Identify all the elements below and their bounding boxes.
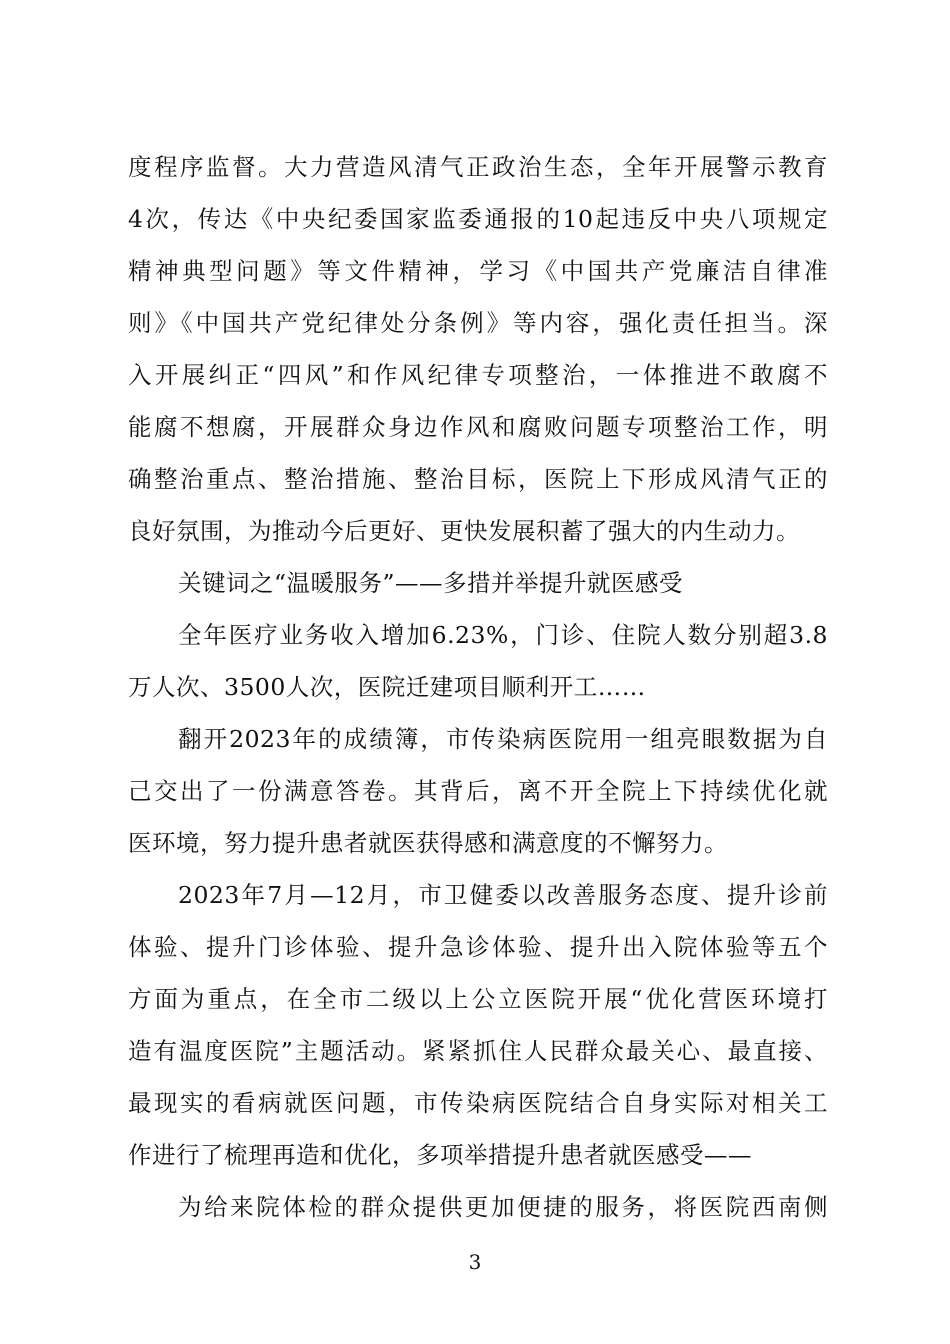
body-text-line: 4次，传达《中央纪委国家监委通报的10起违反中央八项规定: [128, 205, 828, 233]
body-text-line: 良好氛围，为推动今后更好、更快发展积蓄了强大的内生动力。: [128, 517, 800, 545]
body-text-line: 万人次、3500人次，医院迁建项目顺利开工……: [128, 673, 646, 701]
body-text-line: 作进行了梳理再造和优化，多项举措提升患者就医感受——: [128, 1141, 752, 1169]
body-text-line: 为给来院体检的群众提供更加便捷的服务，将医院西南侧: [178, 1193, 828, 1221]
body-text-line: 己交出了一份满意答卷。其背后，离不开全院上下持续优化就: [128, 777, 828, 805]
body-text-line: 造有温度医院”主题活动。紧紧抓住人民群众最关心、最直接、: [128, 1037, 828, 1065]
page-number: 3: [468, 1250, 482, 1274]
body-text-line: 体验、提升门诊体验、提升急诊体验、提升出入院体验等五个: [128, 933, 828, 961]
body-text-line: 则》《中国共产党纪律处分条例》等内容，强化责任担当。深: [128, 309, 828, 337]
body-text-line: 翻开2023年的成绩簿，市传染病医院用一组亮眼数据为自: [178, 725, 828, 753]
body-text-line: 最现实的看病就医问题，市传染病医院结合自身实际对相关工: [128, 1089, 828, 1117]
body-text-line: 能腐不想腐，开展群众身边作风和腐败问题专项整治工作，明: [128, 413, 828, 441]
body-text-line: 全年医疗业务收入增加6.23%，门诊、住院人数分别超3.8: [178, 621, 828, 649]
body-text-line: 入开展纠正“四风”和作风纪律专项整治，一体推进不敢腐不: [128, 361, 828, 389]
body-text-line: 2023年7月—12月，市卫健委以改善服务态度、提升诊前: [178, 881, 828, 909]
body-text-line: 方面为重点，在全市二级以上公立医院开展“优化营医环境打: [128, 985, 828, 1013]
body-text-line: 精神典型问题》等文件精神，学习《中国共产党廉洁自律准: [128, 257, 828, 285]
body-text-line: 确整治重点、整治措施、整治目标，医院上下形成风清气正的: [128, 465, 828, 493]
body-text-line: 度程序监督。大力营造风清气正政治生态，全年开展警示教育: [128, 153, 828, 181]
body-text-line: 医环境，努力提升患者就医获得感和满意度的不懈努力。: [128, 829, 728, 857]
section-heading: 关键词之“温暖服务”——多措并举提升就医感受: [178, 569, 684, 597]
